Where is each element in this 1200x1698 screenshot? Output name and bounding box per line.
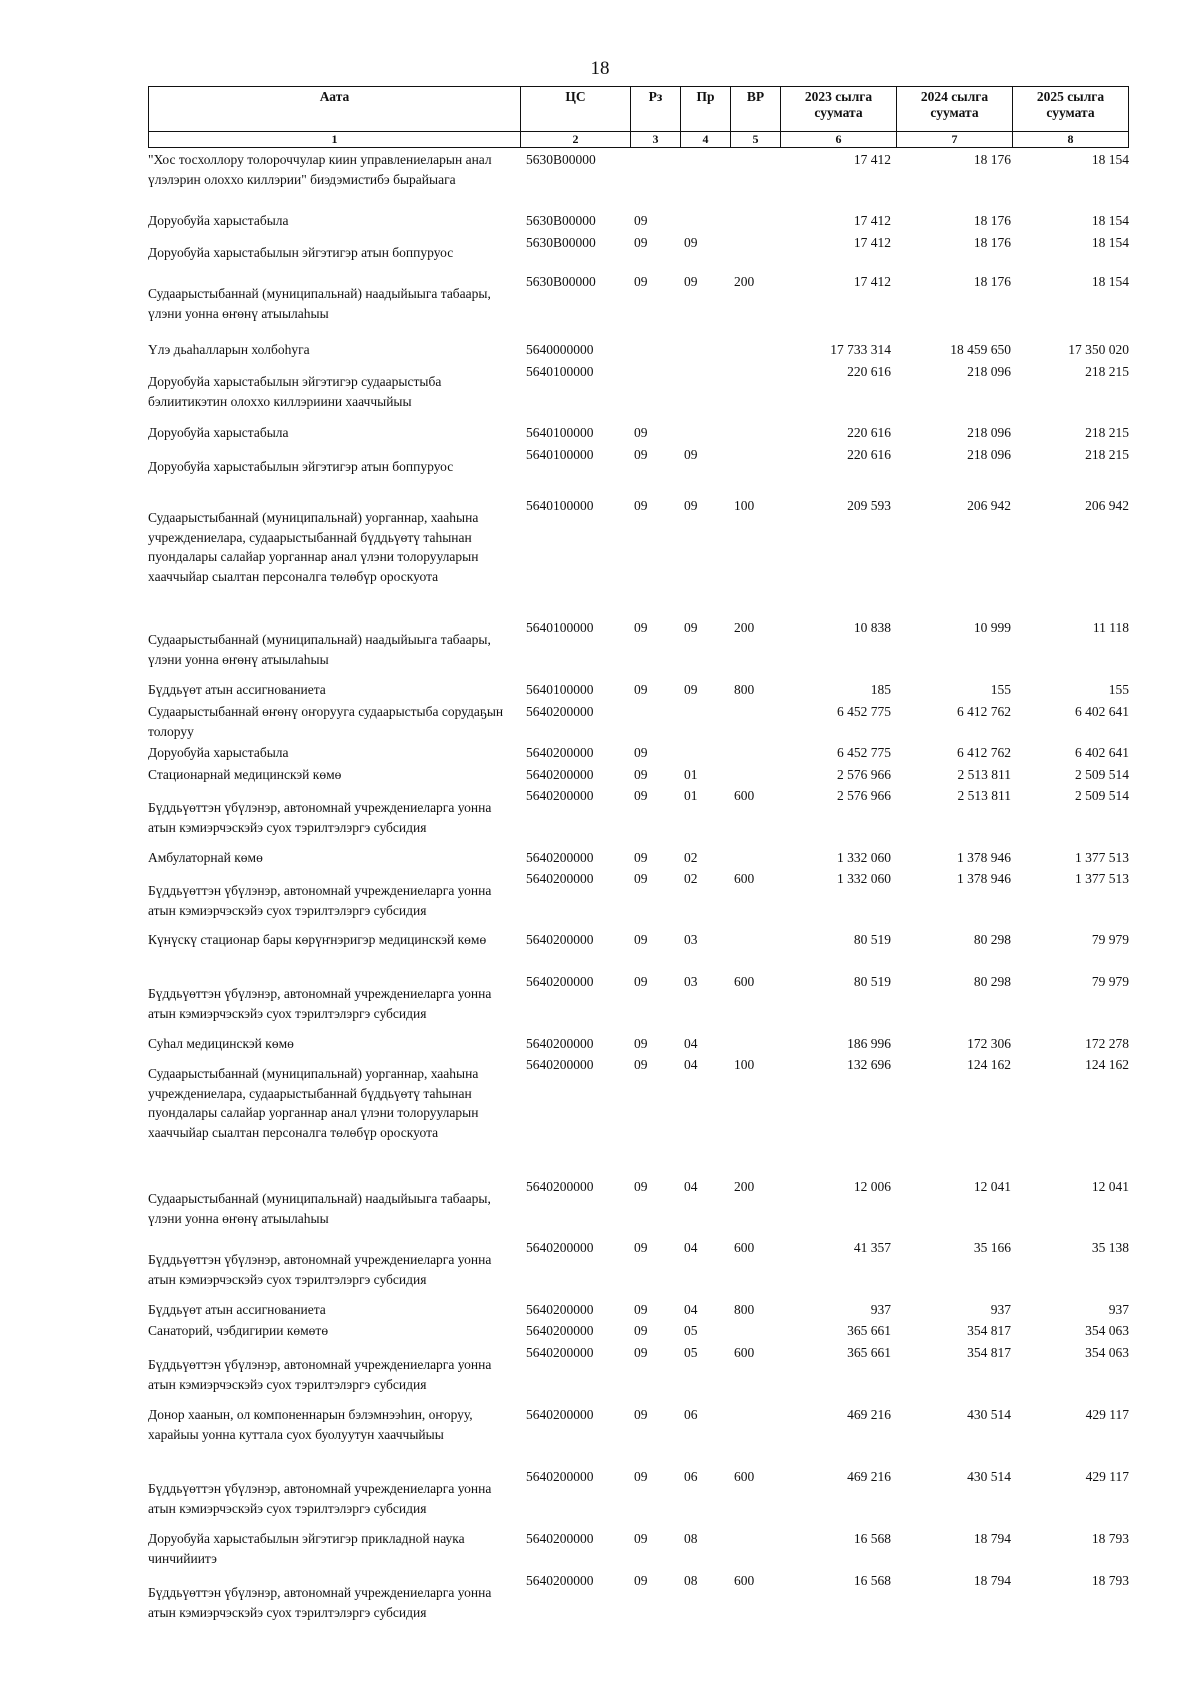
row-cs: 5640200000 [526,788,594,803]
row-cs: 5630В00000 [526,152,596,167]
row-pr: 05 [684,1323,698,1338]
row-name: Судаарыстыбаннай (муниципальнай) уорганнар, хааһына учреждениелара, судаарыстыбаннай бүддьүөтү таһынан пуондалары салайар уорганнар анал үлэни толорууларын хааччыйар сыалтан персоналга төлөбүр ороскуота [148,510,479,584]
row-name: Бүддьүөттэн үбүлэнэр, автономнай учреждениеларга уонна атын кэмиэрчэскэйэ суох тэрилтэлэргэ субсидия [148,883,492,918]
row-2025: 18 154 [1091,213,1129,228]
row-2023: 17 412 [853,274,891,289]
row-2025: 18 154 [1091,152,1129,167]
row-vr: 600 [734,788,755,803]
row-name: Бүддьүөттэн үбүлэнэр, автономнай учреждениеларга уонна атын кэмиэрчэскэйэ суох тэрилтэлэргэ субсидия [148,800,492,835]
row-pr: 04 [684,1302,698,1317]
row-name: Күнүскү стационар бары көрүҥнэригэр медицинскэй көмө [148,932,487,947]
header-number: 5 [731,132,781,148]
row-2023: 469 216 [847,1407,891,1422]
row-2023: 17 412 [853,235,891,250]
header-number: 3 [631,132,681,148]
row-rz: 09 [634,1345,648,1360]
row-2023: 220 616 [847,447,891,462]
row-2023: 17 412 [853,213,891,228]
row-vr: 600 [734,871,755,886]
row-2024: 18 176 [973,235,1011,250]
row-2025: 1 377 513 [1075,850,1129,865]
row-rz: 09 [634,871,648,886]
row-cs: 5640200000 [526,1531,594,1546]
header-2025: 2025 сылга суумата [1013,87,1129,132]
row-cs: 5640200000 [526,974,594,989]
row-2025: 155 [1108,682,1129,697]
header-number: 6 [781,132,897,148]
row-2023: 469 216 [847,1469,891,1484]
row-vr: 800 [734,1302,755,1317]
row-2025: 2 509 514 [1075,767,1129,782]
row-vr: 200 [734,620,755,635]
row-name: Судаарыстыбаннай өҥөнү оҥорууга судаарыстыба сорудаҕын толоруу [148,704,504,739]
row-2024: 430 514 [967,1407,1011,1422]
row-rz: 09 [634,620,648,635]
row-2024: 1 378 946 [957,850,1011,865]
header-pr: Пр [681,87,731,132]
row-cs: 5640200000 [526,1573,594,1588]
row-cs: 5640200000 [526,767,594,782]
row-cs: 5640200000 [526,1323,594,1338]
row-name: Бүддьүөттэн үбүлэнэр, автономнай учреждениеларга уонна атын кэмиэрчэскэйэ суох тэрилтэлэргэ субсидия [148,1585,492,1620]
row-pr: 09 [684,235,698,250]
row-cs: 5640200000 [526,1345,594,1360]
row-rz: 09 [634,498,648,513]
row-name: Бүддьүөттэн үбүлэнэр, автономнай учреждениеларга уонна атын кэмиэрчэскэйэ суох тэрилтэлэргэ субсидия [148,986,492,1021]
row-2024: 2 513 811 [957,788,1011,803]
header-number: 2 [521,132,631,148]
row-cs: 5640200000 [526,1407,594,1422]
row-name: Доруобуйа харыстабылын эйгэтигэр судаарыстыба бэлиитикэтин олоххо киллэриини хааччыйыы [148,374,442,409]
row-pr: 04 [684,1179,698,1194]
row-name: Бүддьүөттэн үбүлэнэр, автономнай учреждениеларга уонна атын кэмиэрчэскэйэ суох тэрилтэлэргэ субсидия [148,1252,492,1287]
row-2023: 41 357 [853,1240,891,1255]
row-pr: 08 [684,1573,698,1588]
row-2024: 18 459 650 [950,342,1011,357]
row-rz: 09 [634,850,648,865]
header-cs: ЦС [521,87,631,132]
row-rz: 09 [634,447,648,462]
row-2024: 18 176 [973,152,1011,167]
row-2025: 18 793 [1091,1573,1129,1588]
row-cs: 5640000000 [526,342,594,357]
row-2025: 429 117 [1085,1469,1129,1484]
row-2024: 218 096 [967,364,1011,379]
row-name: Судаарыстыбаннай (муниципальнай) наадыйыыга табаары, үлэни уонна өҥөнү атыылаһыы [148,632,491,667]
row-pr: 03 [684,932,698,947]
row-name: Доруобуйа харыстабылын эйгэтигэр прикладной наука чинчийиитэ [148,1531,465,1566]
row-pr: 04 [684,1057,698,1072]
row-vr: 200 [734,274,755,289]
row-2023: 10 838 [853,620,891,635]
row-vr: 100 [734,498,755,513]
row-2024: 6 412 762 [957,745,1011,760]
row-cs: 5640100000 [526,498,594,513]
row-cs: 5630В00000 [526,213,596,228]
row-2025: 218 215 [1085,364,1129,379]
row-pr: 09 [684,447,698,462]
row-2024: 80 298 [973,974,1011,989]
row-2024: 155 [990,682,1011,697]
row-rz: 09 [634,274,648,289]
row-2025: 6 402 641 [1075,704,1129,719]
header-2023: 2023 сылга суумата [781,87,897,132]
row-pr: 04 [684,1240,698,1255]
row-2025: 18 154 [1091,235,1129,250]
row-cs: 5640100000 [526,364,594,379]
header-number: 1 [149,132,521,148]
row-vr: 600 [734,1573,755,1588]
row-pr: 06 [684,1469,698,1484]
row-pr: 01 [684,767,698,782]
row-2023: 17 412 [853,152,891,167]
row-2024: 18 794 [973,1573,1011,1588]
row-2023: 2 576 966 [837,788,891,803]
row-vr: 600 [734,974,755,989]
row-vr: 600 [734,1345,755,1360]
row-2024: 124 162 [967,1057,1011,1072]
row-2025: 124 162 [1085,1057,1129,1072]
row-2025: 354 063 [1085,1323,1129,1338]
row-2025: 218 215 [1085,425,1129,440]
row-2024: 12 041 [973,1179,1011,1194]
row-vr: 600 [734,1240,755,1255]
header-number: 8 [1013,132,1129,148]
row-pr: 09 [684,274,698,289]
row-2023: 365 661 [847,1323,891,1338]
row-cs: 5640200000 [526,745,594,760]
row-name: Судаарыстыбаннай (муниципальнай) наадыйыыга табаары, үлэни уонна өҥөнү атыылаһыы [148,1191,491,1226]
row-name: Санаторий, чэбдигирии көмөтө [148,1323,329,1338]
row-2024: 430 514 [967,1469,1011,1484]
row-name: Доруобуйа харыстабыла [148,745,289,760]
header-number: 7 [897,132,1013,148]
row-2024: 18 794 [973,1531,1011,1546]
row-2023: 6 452 775 [837,745,891,760]
row-cs: 5640200000 [526,871,594,886]
row-2025: 18 154 [1091,274,1129,289]
row-2023: 16 568 [853,1573,891,1588]
row-2025: 206 942 [1085,498,1129,513]
row-vr: 600 [734,1469,755,1484]
row-2025: 1 377 513 [1075,871,1129,886]
row-2023: 220 616 [847,425,891,440]
row-2023: 80 519 [853,932,891,947]
row-name: Стационарнай медицинскэй көмө [148,767,342,782]
row-2024: 218 096 [967,425,1011,440]
row-rz: 09 [634,1323,648,1338]
row-pr: 08 [684,1531,698,1546]
row-rz: 09 [634,1573,648,1588]
row-2024: 1 378 946 [957,871,1011,886]
row-2025: 218 215 [1085,447,1129,462]
row-2024: 35 166 [973,1240,1011,1255]
row-name: Бүддьүөт атын ассигнованиета [148,1302,326,1317]
row-pr: 09 [684,498,698,513]
row-name: Бүддьүөт атын ассигнованиета [148,682,326,697]
header-number: 4 [681,132,731,148]
row-name: Доруобуйа харыстабыла [148,425,289,440]
row-2023: 185 [870,682,891,697]
row-cs: 5640200000 [526,704,594,719]
row-rz: 09 [634,1407,648,1422]
row-vr: 100 [734,1057,755,1072]
header-vr: ВР [731,87,781,132]
row-2025: 2 509 514 [1075,788,1129,803]
row-name: Үлэ дьаһалларын холбоһуга [148,342,310,357]
row-cs: 5640100000 [526,425,594,440]
row-2025: 79 979 [1091,974,1129,989]
row-2023: 1 332 060 [837,871,891,886]
row-name: Суһал медицинскэй көмө [148,1036,294,1051]
row-2024: 206 942 [967,498,1011,513]
row-rz: 09 [634,1469,648,1484]
row-2023: 132 696 [847,1057,891,1072]
row-rz: 09 [634,425,648,440]
row-2024: 218 096 [967,447,1011,462]
row-2025: 937 [1108,1302,1129,1317]
row-name: Бүддьүөттэн үбүлэнэр, автономнай учреждениеларга уонна атын кэмиэрчэскэйэ суох тэрилтэлэргэ субсидия [148,1481,492,1516]
row-pr: 02 [684,850,698,865]
row-2023: 12 006 [853,1179,891,1194]
row-2025: 17 350 020 [1068,342,1129,357]
row-pr: 06 [684,1407,698,1422]
row-rz: 09 [634,1302,648,1317]
row-vr: 800 [734,682,755,697]
row-cs: 5640200000 [526,1036,594,1051]
row-pr: 01 [684,788,698,803]
row-cs: 5640200000 [526,1240,594,1255]
row-cs: 5630В00000 [526,274,596,289]
row-pr: 05 [684,1345,698,1360]
row-name: Доруобуйа харыстабыла [148,213,289,228]
row-rz: 09 [634,1057,648,1072]
row-2023: 220 616 [847,364,891,379]
header-name: Аата [149,87,521,132]
row-2024: 18 176 [973,274,1011,289]
row-2024: 2 513 811 [957,767,1011,782]
row-cs: 5640200000 [526,1179,594,1194]
row-2024: 80 298 [973,932,1011,947]
header-2024: 2024 сылга суумата [897,87,1013,132]
row-2025: 35 138 [1091,1240,1129,1255]
row-pr: 03 [684,974,698,989]
row-rz: 09 [634,745,648,760]
row-cs: 5640200000 [526,1057,594,1072]
row-2025: 79 979 [1091,932,1129,947]
row-2025: 429 117 [1085,1407,1129,1422]
row-cs: 5640100000 [526,447,594,462]
row-cs: 5640200000 [526,932,594,947]
row-2025: 172 278 [1085,1036,1129,1051]
row-name: Доруобуйа харыстабылын эйгэтигэр атын боппуруос [148,459,454,474]
row-2023: 209 593 [847,498,891,513]
row-2024: 10 999 [973,620,1011,635]
row-2024: 172 306 [967,1036,1011,1051]
row-cs: 5630В00000 [526,235,596,250]
row-2023: 365 661 [847,1345,891,1360]
row-name: Амбулаторнай көмө [148,850,263,865]
row-rz: 09 [634,235,648,250]
row-cs: 5640200000 [526,850,594,865]
row-2023: 186 996 [847,1036,891,1051]
row-2023: 1 332 060 [837,850,891,865]
row-2024: 354 817 [967,1345,1011,1360]
row-name: Бүддьүөттэн үбүлэнэр, автономнай учреждениеларга уонна атын кэмиэрчэскэйэ суох тэрилтэлэргэ субсидия [148,1357,492,1392]
row-2025: 18 793 [1091,1531,1129,1546]
row-name: "Хос тосхоллору толороччулар киин управлениеларын анал үлэлэрин олоххо киллэрии" биэдэмистибэ бырайыага [148,152,492,187]
row-2023: 937 [870,1302,891,1317]
row-rz: 09 [634,1036,648,1051]
row-2025: 11 118 [1092,620,1129,635]
row-name: Донор хаанын, ол компоненнарын бэлэмнээһин, оҥоруу, харайыы уонна куттала суох буолуутун хааччыйыы [148,1407,473,1442]
row-2024: 354 817 [967,1323,1011,1338]
row-2023: 2 576 966 [837,767,891,782]
row-2023: 6 452 775 [837,704,891,719]
row-2025: 354 063 [1085,1345,1129,1360]
row-pr: 04 [684,1036,698,1051]
row-pr: 09 [684,620,698,635]
row-rz: 09 [634,932,648,947]
row-2023: 16 568 [853,1531,891,1546]
row-rz: 09 [634,1240,648,1255]
row-pr: 02 [684,871,698,886]
row-rz: 09 [634,767,648,782]
row-2024: 18 176 [973,213,1011,228]
row-2023: 17 733 314 [830,342,891,357]
row-rz: 09 [634,213,648,228]
header-rz: Рз [631,87,681,132]
row-2023: 80 519 [853,974,891,989]
row-2025: 6 402 641 [1075,745,1129,760]
row-rz: 09 [634,1531,648,1546]
row-cs: 5640100000 [526,620,594,635]
row-rz: 09 [634,788,648,803]
row-name: Судаарыстыбаннай (муниципальнай) уорганнар, хааһына учреждениелара, судаарыстыбаннай бүддьүөтү таһынан пуондалары салайар уорганнар анал үлэни толорууларын хааччыйар сыалтан персоналга төлөбүр ороскуота [148,1066,479,1140]
row-2024: 6 412 762 [957,704,1011,719]
row-pr: 09 [684,682,698,697]
page-number: 18 [590,58,610,79]
row-cs: 5640200000 [526,1302,594,1317]
row-cs: 5640100000 [526,682,594,697]
row-2024: 937 [990,1302,1011,1317]
row-cs: 5640200000 [526,1469,594,1484]
row-rz: 09 [634,682,648,697]
row-name: Доруобуйа харыстабылын эйгэтигэр атын боппуруос [148,245,454,260]
row-rz: 09 [634,974,648,989]
row-vr: 200 [734,1179,755,1194]
row-rz: 09 [634,1179,648,1194]
row-2025: 12 041 [1091,1179,1129,1194]
row-name: Судаарыстыбаннай (муниципальнай) наадыйыыга табаары, үлэни уонна өҥөнү атыылаһыы [148,286,491,321]
